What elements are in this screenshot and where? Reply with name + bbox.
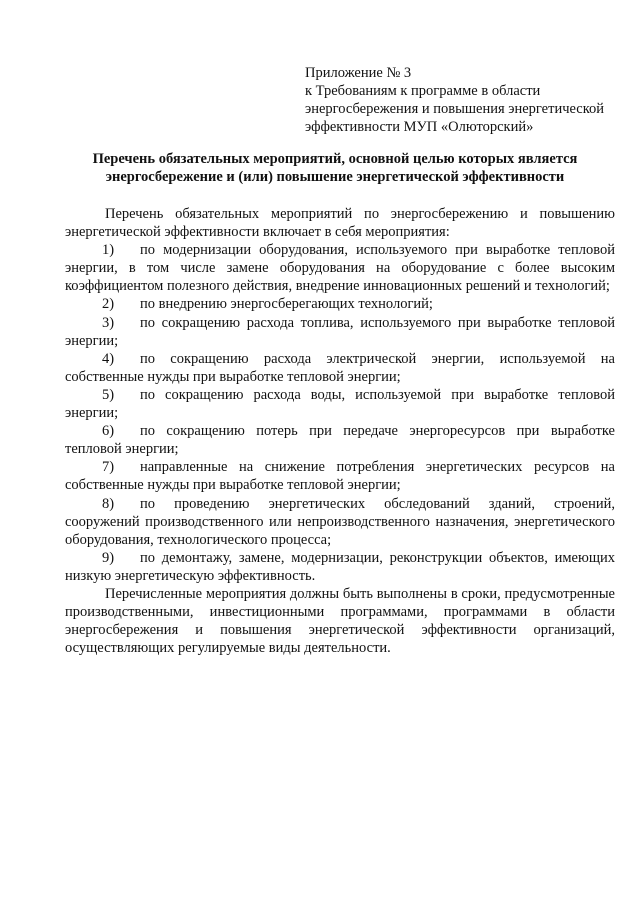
list-item-text: по сокращению потерь при передаче энергоресурсов при выработке тепловой энергии;	[65, 423, 615, 458]
list-item	[65, 295, 615, 313]
list-item-number: 4)	[102, 350, 115, 367]
list-item-text: по модернизации оборудования, используемого при выработке тепловой энергии, в том числе замене оборудования на оборудование с более высоким коэффициентом полезного действия, внедрение инновационных решений и технологий;	[65, 242, 615, 295]
list-item-number: 2)	[102, 296, 115, 313]
list-item-text: направленные на снижение потребления энергетических ресурсов на собственные нужды при выработке тепловой энергии;	[65, 459, 615, 494]
document-title	[60, 150, 610, 186]
title-line: энергосбережение и (или) повышение энергетической эффективности	[105, 169, 565, 185]
list-item-text: по сокращению расхода воды, используемой при выработке тепловой энергии;	[65, 386, 615, 422]
list-item-number: 6)	[102, 423, 115, 440]
appendix-line: к Требованиям к программе в области	[305, 83, 541, 99]
document-body	[65, 205, 615, 657]
list-item-text: по сокращению расхода топлива, используемого при выработке тепловой энергии;	[65, 314, 615, 349]
list-item-text: по внедрению энергосберегающих технологий;	[140, 296, 433, 313]
list-item-number: 1)	[102, 242, 115, 259]
appendix-header	[305, 64, 625, 136]
list-item-number: 9)	[102, 549, 115, 566]
intro-paragraph: Перечень обязательных мероприятий по энергосбережению и повышению энергетической эффективности включает в себя мероприятия:	[65, 206, 615, 241]
list-item	[65, 386, 615, 422]
list-item	[65, 422, 615, 458]
list-item-number: 7)	[102, 459, 115, 476]
closing-paragraph: Перечисленные мероприятия должны быть выполнены в сроки, предусмотренные производственными, инвестиционными программами, программами в области энергосбережения и повышения энергетической эффективности организаций, осуществляющих регулируемые виды деятельности.	[65, 585, 615, 657]
list-item-text: по проведению энергетических обследований зданий, строений, сооружений производственного или непроизводственного назначения, энергетического оборудования, технологического процесса;	[65, 495, 615, 548]
list-item-number: 3)	[102, 314, 115, 331]
appendix-line: Приложение № 3	[305, 65, 412, 81]
list-item	[65, 495, 615, 549]
list-item	[65, 458, 615, 494]
appendix-line: эффективности МУП «Олюторский»	[305, 119, 534, 135]
title-line: Перечень обязательных мероприятий, основной целью которых является	[92, 151, 578, 167]
list-item	[65, 549, 615, 585]
list-item-text: по демонтажу, замене, модернизации, реконструкции объектов, имеющих низкую энергетическую эффективность.	[65, 549, 615, 584]
list-item-number: 5)	[102, 386, 115, 403]
list-item	[65, 241, 615, 295]
list-item	[65, 314, 615, 350]
list-item-number: 8)	[102, 495, 115, 512]
list-item-text: по сокращению расхода электрической энергии, используемой на собственные нужды при выработке тепловой энергии;	[65, 350, 615, 385]
list-item	[65, 350, 615, 386]
appendix-line: энергосбережения и повышения энергетической	[305, 101, 605, 117]
